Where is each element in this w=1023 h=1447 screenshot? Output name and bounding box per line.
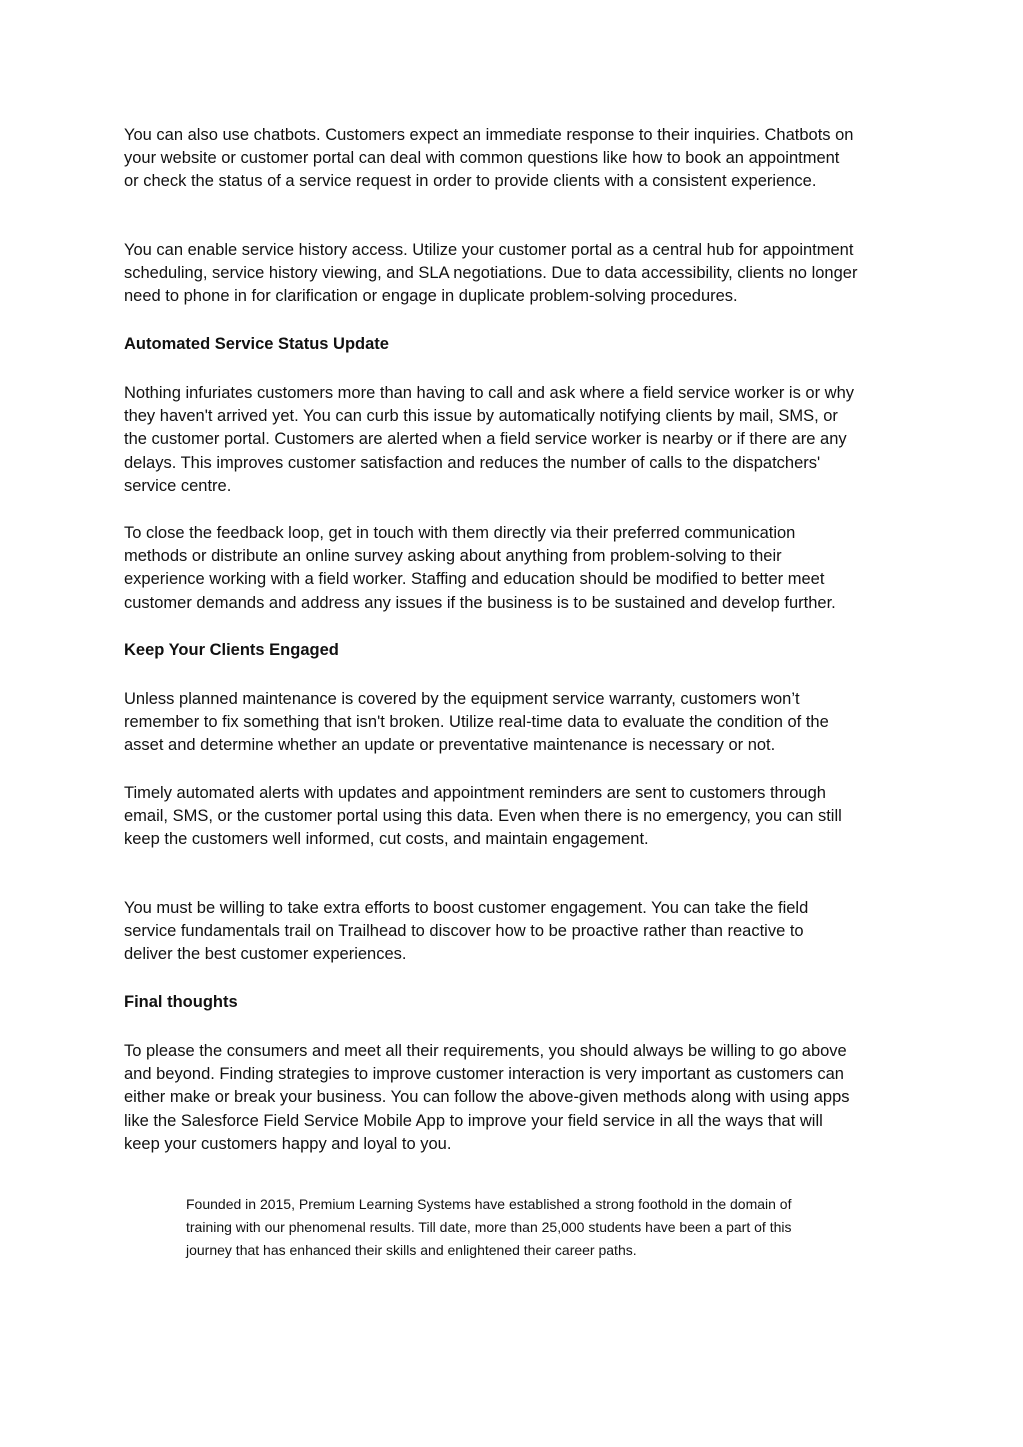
text-line: scheduling, service history viewing, and SLA negotiations. Due to data accessibility, clients no longer: [124, 264, 858, 283]
text-line: Unless planned maintenance is covered by the equipment service warranty, customers won’t: [124, 690, 800, 708]
text-line: keep your customers happy and loyal to you.: [124, 1134, 452, 1153]
text-line: or check the status of a service request in order to provide clients with a consistent experience.: [124, 172, 817, 191]
section-heading-final-thoughts: [124, 991, 899, 1014]
text-line: To close the feedback loop, get in touch with them directly via their preferred communication: [124, 524, 796, 542]
text-line: Founded in 2015, Premium Learning Systems have established a strong foothold in the domain of: [186, 1196, 792, 1212]
paragraph-willing: [124, 897, 899, 967]
paragraph-maintenance: [124, 688, 899, 758]
paragraph-chatbots: [124, 124, 899, 194]
text-line: Timely automated alerts with updates and appointment reminders are sent to customers through: [124, 784, 826, 802]
text-line: To please the consumers and meet all their requirements, you should always be willing to go above: [124, 1042, 847, 1060]
text-line: they haven't arrived yet. You can curb this issue by automatically notifying clients by mail, SMS, or: [124, 407, 838, 426]
text-line: and beyond. Finding strategies to improve customer interaction is very important as customers can: [124, 1065, 844, 1084]
paragraph-feedback: [124, 522, 899, 615]
text-line: deliver the best customer experiences.: [124, 945, 407, 964]
text-line: like the Salesforce Field Service Mobile App to improve your field service in all the ways that will: [124, 1111, 823, 1130]
text-line: delays. This improves customer satisfaction and reduces the number of calls to the dispatchers': [124, 453, 821, 472]
section-heading-status-update: [124, 333, 899, 356]
paragraph-conclusion: [124, 1040, 899, 1156]
text-line: You can enable service history access. Utilize your customer portal as a central hub for appointment: [124, 241, 854, 259]
text-line: service fundamentals trail on Trailhead to discover how to be proactive rather than reactive to: [124, 922, 804, 941]
text-line: either make or break your business. You can follow the above-given methods along with using apps: [124, 1088, 850, 1107]
text-line: service centre.: [124, 476, 232, 495]
paragraph-infuriates: [124, 382, 899, 498]
text-line: email, SMS, or the customer portal using this data. Even when there is no emergency, you can still: [124, 807, 842, 826]
heading-text: Final thoughts: [124, 993, 238, 1011]
text-line: training with our phenomenal results. Till date, more than 25,000 students have been a part of this: [186, 1219, 792, 1235]
text-line: journey that has enhanced their skills and enlightened their career paths.: [186, 1242, 637, 1258]
text-line: experience working with a field worker. Staffing and education should be modified to better meet: [124, 570, 825, 589]
text-line: your website or customer portal can deal with common questions like how to book an appointment: [124, 149, 840, 168]
heading-text: Automated Service Status Update: [124, 335, 389, 353]
text-line: methods or distribute an online survey asking about anything from problem-solving to their: [124, 547, 782, 566]
text-line: need to phone in for clarification or engage in duplicate problem-solving procedures.: [124, 287, 738, 306]
text-line: keep the customers well informed, cut costs, and maintain engagement.: [124, 830, 649, 849]
paragraph-service-history: [124, 239, 899, 309]
section-heading-clients-engaged: [124, 639, 899, 662]
paragraph-alerts: [124, 782, 899, 852]
heading-text: Keep Your Clients Engaged: [124, 641, 339, 659]
text-line: asset and determine whether an update or preventative maintenance is necessary or not.: [124, 736, 776, 755]
text-line: Nothing infuriates customers more than having to call and ask where a field service worker is or why: [124, 384, 854, 402]
about-company-note: [186, 1193, 886, 1262]
text-line: customer demands and address any issues if the business is to be sustained and develop further.: [124, 593, 836, 612]
text-line: the customer portal. Customers are alerted when a field service worker is nearby or if there are any: [124, 430, 847, 449]
text-line: remember to fix something that isn't broken. Utilize real-time data to evaluate the condition of the: [124, 713, 829, 732]
text-line: You must be willing to take extra efforts to boost customer engagement. You can take the field: [124, 899, 809, 917]
text-line: You can also use chatbots. Customers expect an immediate response to their inquiries. Chatbots on: [124, 126, 854, 144]
